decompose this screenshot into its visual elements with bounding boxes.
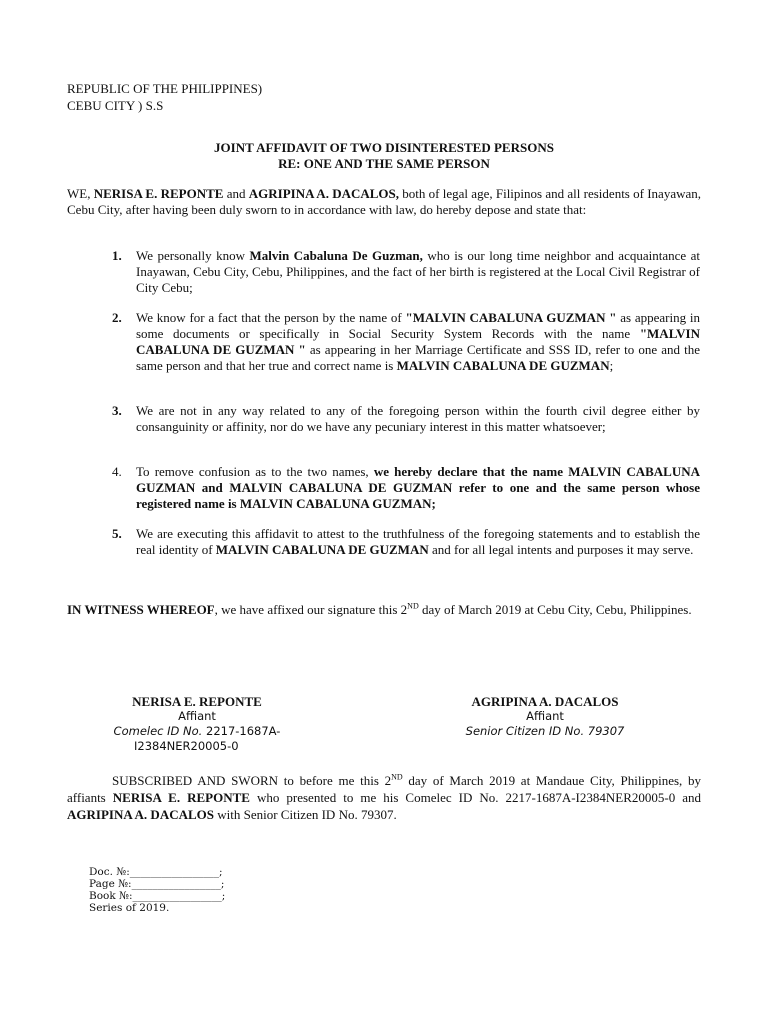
item-number: 5.: [112, 526, 122, 541]
title-line-2: RE: ONE AND THE SAME PERSON: [278, 156, 490, 171]
witness-lead: IN WITNESS WHEREOF: [67, 602, 215, 617]
notary-page-no: Page №:_________________;: [89, 878, 225, 890]
item-text-part: as appearing in her Marriage Certificate and SSS ID, refer to one and the same person and that her true and correct name is: [136, 342, 701, 373]
venue-line-city: CEBU CITY ) S.S: [67, 98, 164, 113]
item-true-name: MALVIN CABALUNA DE GUZMAN: [396, 358, 610, 373]
jurat-ordinal: ND: [391, 772, 403, 782]
id-label: Comelec ID No.: [113, 724, 203, 738]
item-text-part: who is our long time neighbor and acquaintance at Inayawan, Cebu City, Cebu, Philippines, and the fact of her birth is registered at the Local Civil Registrar of City Cebu;: [136, 248, 701, 295]
notarial-register: [89, 866, 225, 914]
intro-and: and: [226, 186, 246, 201]
item-number: 4.: [112, 464, 122, 479]
signatory-id: [92, 724, 302, 739]
item-text-part: and for all legal intents and purposes it may serve.: [431, 542, 694, 557]
item-text: [136, 526, 700, 558]
witness-text-end: day of March 2019 at Cebu City, Cebu, Philippines.: [418, 602, 692, 617]
list-item-2: [112, 310, 700, 374]
item-text-part: We know for a fact that the person by the name of: [136, 310, 402, 325]
signature-block-reponte: [92, 694, 302, 754]
item-text: [136, 248, 700, 296]
intro-paragraph: [67, 186, 701, 218]
notary-series: Series of 2019.: [89, 902, 170, 914]
item-text-part: as appearing in some documents or specifically in Social Security System Records with the name: [136, 310, 700, 341]
item-text-part: We personally know: [136, 248, 245, 263]
jurat-text: with Senior Citizen ID No. 79307.: [217, 807, 397, 822]
witness-ordinal: ND: [407, 601, 419, 611]
jurat-text: day of March 2019 at Mandaue City, Philippines, by affiants: [67, 773, 701, 805]
list-item-3: [112, 403, 700, 435]
signatory-role: Affiant: [178, 709, 216, 723]
list-item-1: [112, 248, 700, 296]
jurat-affiant-1: NERISA E. REPONTE: [112, 790, 250, 805]
list-item-5: [112, 526, 700, 558]
item-name-de-guzman: "MALVIN CABALUNA DE GUZMAN ": [136, 326, 701, 357]
signature-block-dacalos: [440, 694, 650, 739]
notary-book-no: Book №:_________________;: [89, 890, 226, 902]
item-name-guzman: "MALVIN CABALUNA GUZMAN ": [405, 310, 617, 325]
item-number: 1.: [112, 248, 122, 263]
jurat-text: SUBSCRIBED AND SWORN to before me this 2: [112, 773, 392, 788]
item-declaration: we hereby declare that the name MALVIN CABALUNA GUZMAN and MALVIN CABALUNA DE GUZMAN refer to one and the same person whose registered name is MALVIN CABALUNA GUZMAN;: [136, 464, 700, 511]
item-text-part: We are executing this affidavit to attest to the truthfulness of the foregoing statements and to establish the real identity of: [136, 526, 700, 557]
document-title: [67, 140, 701, 172]
intro-rest: both of legal age, Filipinos and all residents of Inayawan, Cebu City, after having been duly sworn to in accordance with law, do hereby depose and state that:: [67, 186, 701, 217]
item-person-name: MALVIN CABALUNA DE GUZMAN: [215, 542, 429, 557]
item-text-part: ;: [609, 358, 614, 373]
notary-doc-no: Doc. №:_________________;: [89, 866, 223, 878]
item-number: 3.: [112, 403, 122, 418]
list-item-4: [112, 464, 700, 512]
item-text: [136, 310, 700, 374]
item-text: [136, 464, 700, 512]
item-person-name: Malvin Cabaluna De Guzman,: [249, 248, 423, 263]
intro-we: WE,: [67, 186, 91, 201]
venue-header: [67, 80, 262, 114]
signatory-id: Senior Citizen ID No. 79307: [465, 724, 625, 738]
signatory-role: Affiant: [526, 709, 564, 723]
signatory-name: AGRIPINA A. DACALOS: [471, 694, 619, 709]
intro-affiant-1: NERISA E. REPONTE: [93, 186, 224, 201]
witness-text: , we have affixed our signature this 2: [214, 602, 408, 617]
title-line-1: JOINT AFFIDAVIT OF TWO DISINTERESTED PERSONS: [214, 140, 554, 155]
item-text: We are not in any way related to any of the foregoing person within the fourth civil degree either by consanguinity or affinity, nor do we have any pecuniary interest in this matter whatsoever;: [136, 403, 700, 434]
jurat-text: who presented to me his Comelec ID No. 2217-1687A-I2384NER20005-0 and: [256, 790, 702, 805]
item-number: 2.: [112, 310, 122, 325]
signatory-name: NERISA E. REPONTE: [132, 694, 262, 709]
intro-affiant-2: AGRIPINA A. DACALOS,: [248, 186, 400, 201]
venue-line-republic: REPUBLIC OF THE PHILIPPINES): [67, 81, 263, 96]
signatory-id-continued: I2384NER20005-0: [134, 739, 239, 753]
jurat-affiant-2: AGRIPINA A. DACALOS: [67, 807, 214, 822]
id-number: 2217-1687A-: [206, 724, 281, 738]
item-text-part: To remove confusion as to the two names,: [136, 464, 369, 479]
witness-clause: [67, 602, 701, 618]
jurat-paragraph: [67, 772, 701, 823]
